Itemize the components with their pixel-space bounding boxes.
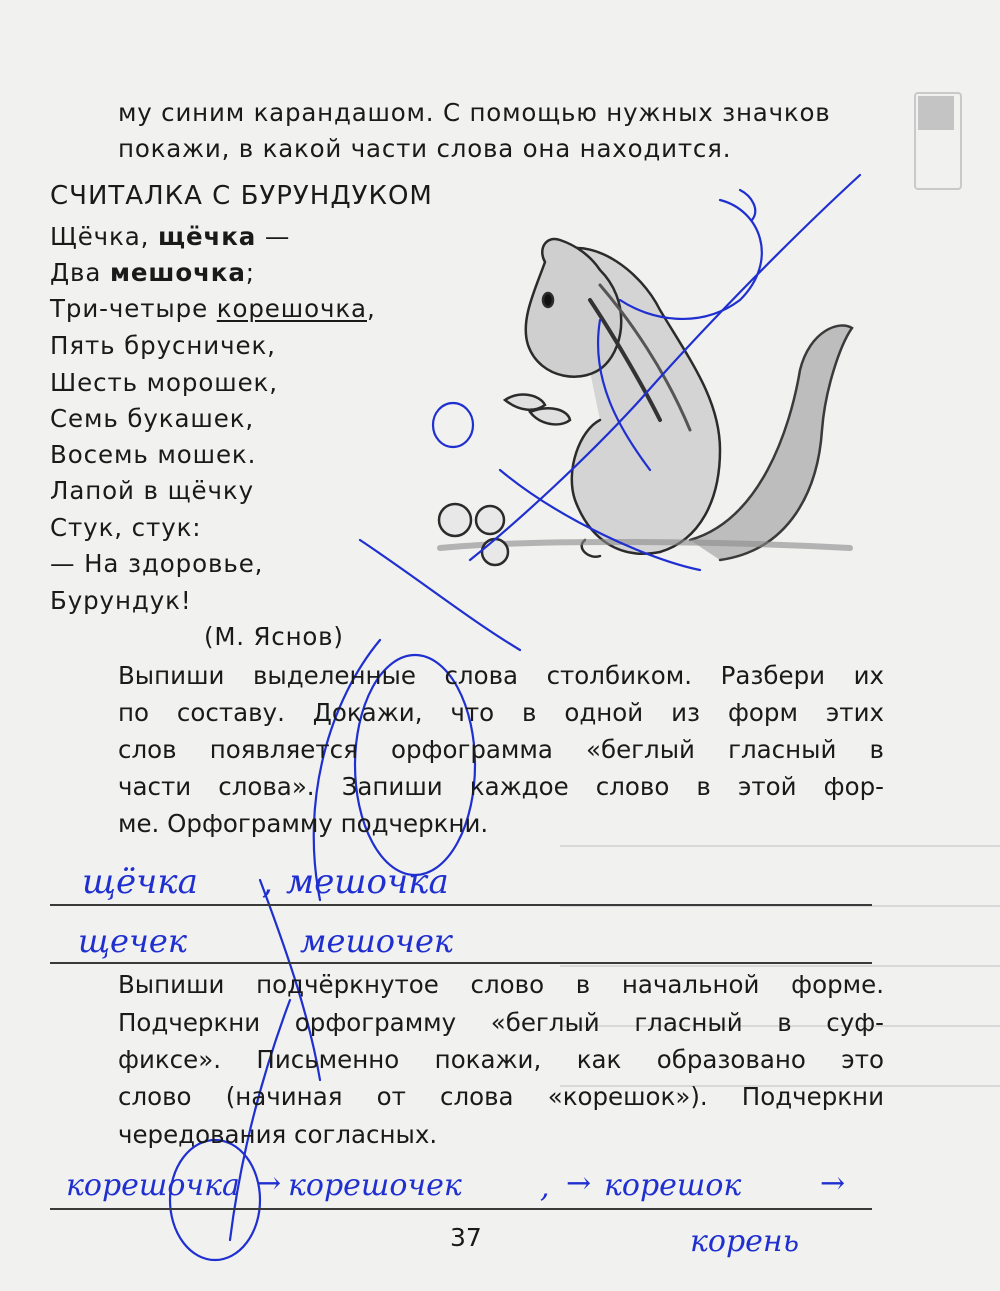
- handwritten-word: щёчка: [82, 862, 198, 902]
- pen-circle: [433, 403, 473, 447]
- handwritten-separator: ,: [262, 862, 273, 902]
- poem-text: Два: [50, 258, 110, 287]
- task-line: чередования согласных.: [118, 1120, 438, 1149]
- poem-text: ,: [366, 294, 376, 323]
- handwritten-word: мешочек: [300, 922, 453, 960]
- task-line: части слова». Запиши каждое слово в этой фор-: [118, 772, 884, 801]
- writing-line: [50, 1208, 872, 1210]
- poem-line: Восемь мошек.: [50, 440, 257, 469]
- task-line: Подчеркни орфограмму «беглый гласный в суф-: [118, 1008, 884, 1037]
- page-number: 37: [450, 1223, 482, 1252]
- poem-line: Бурундук!: [50, 586, 192, 615]
- highlighted-word: мешочка: [109, 258, 246, 287]
- poem-line: Шесть морошек,: [50, 368, 278, 397]
- handwritten-word: щечек: [78, 922, 187, 960]
- highlighted-word: щёчка: [158, 222, 257, 251]
- poem-text: Три-четыре: [50, 294, 217, 323]
- poem-line: Пять брусничек,: [50, 331, 276, 360]
- handwritten-word: корешок: [604, 1168, 742, 1203]
- poem-text: ;: [245, 258, 255, 287]
- task-line: Выпиши выделенные слова столбиком. Разбери их: [118, 661, 884, 690]
- chipmunk-icon: [439, 239, 852, 565]
- poem-line: Семь букашек,: [50, 404, 255, 433]
- poem-title: СЧИТАЛКА С БУРУНДУКОМ: [50, 181, 433, 211]
- handwritten-word: корень: [690, 1224, 800, 1259]
- writing-line: [50, 904, 872, 906]
- poem-text: —: [256, 222, 291, 251]
- intro-line: му синим карандашом. С помощью нужных значков: [118, 98, 831, 127]
- handwritten-word: корешочка: [66, 1168, 240, 1203]
- intro-line: покажи, в какой части слова она находится.: [118, 134, 732, 163]
- handwritten-word: корешочек: [288, 1168, 462, 1203]
- underlined-word: корешочка: [216, 294, 367, 323]
- poem-text: Щёчка,: [50, 222, 159, 251]
- arrow-icon: →: [820, 1166, 846, 1201]
- task-line: по составу. Докажи, что в одной из форм этих: [118, 698, 884, 727]
- poem-author: (М. Яснов): [204, 622, 344, 651]
- task-line: ме. Орфограмму подчеркни.: [118, 809, 489, 838]
- poem-line: Стук, стук:: [50, 513, 202, 542]
- arrow-icon: →: [256, 1166, 282, 1201]
- poem-line: — На здоровье,: [50, 549, 264, 578]
- handwritten-word: мешочка: [286, 862, 449, 902]
- poem-line: Лапой в щёчку: [50, 476, 255, 505]
- task-line: фиксе». Письменно покажи, как образовано это: [118, 1045, 884, 1074]
- task-line: слово (начиная от слова «корешок»). Подчеркни: [118, 1082, 884, 1111]
- writing-line: [50, 962, 872, 964]
- handwritten-separator: ,: [540, 1170, 550, 1205]
- task-line: Выпиши подчёркнутое слово в начальной форме.: [118, 970, 884, 999]
- arrow-icon: →: [566, 1166, 592, 1201]
- task-line: слов появляется орфограмма «беглый гласный в: [118, 735, 884, 764]
